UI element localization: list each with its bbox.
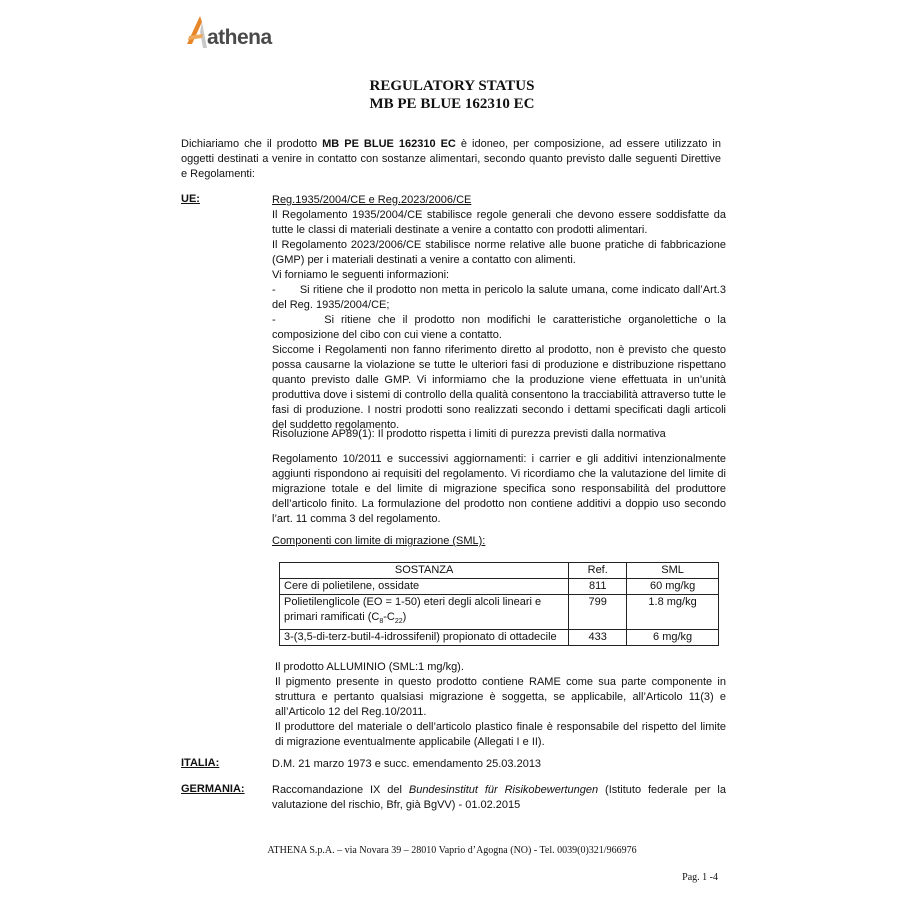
- cell-sml: 60 mg/kg: [627, 579, 719, 595]
- footer-address: ATHENA S.p.A. – via Novara 39 – 28010 Vaprio d’Agogna (NO) - Tel. 0039(0)321/966976: [267, 845, 637, 856]
- cell-ref: 811: [569, 579, 627, 595]
- germania-label: GERMANIA:: [181, 783, 245, 795]
- bullet-2: - Si ritiene che il prodotto non modifichi le caratteristiche organolettiche o la composizione del cibo con cui viene a contatto.: [272, 314, 726, 341]
- ue-paragraph-1: Il Regolamento 1935/2004/CE stabilisce regole generali che devono essere soddisfatte da tutte le classi di materiali destinate a venire a contatto con prodotti alimentari.: [272, 209, 726, 236]
- sml-heading: Componenti con limite di migrazione (SML):: [272, 535, 486, 547]
- table-row: [280, 579, 719, 595]
- logo-text: athena: [207, 26, 272, 49]
- cell-sml: 6 mg/kg: [627, 630, 719, 646]
- company-logo: [183, 12, 283, 58]
- athena-logo-mark-icon: [183, 14, 209, 50]
- after-table-section: [275, 660, 726, 750]
- producer-note: Il produttore del materiale o dell’articolo plastico finale è responsabile del rispetto del limite di migrazione eventualmente applicabile (Allegati I e II).: [275, 721, 726, 748]
- header-sostanza: SOSTANZA: [280, 563, 569, 579]
- copper-note: Il pigmento presente in questo prodotto contiene RAME come sua parte componente in struttura e pertanto qualsiasi migrazione è soggetta, se applicabile, all’Articolo 11(3) e all’Articolo 12 del Reg.10/2011.: [275, 676, 726, 718]
- aluminium-note: Il prodotto ALLUMINIO (SML:1 mg/kg).: [275, 661, 464, 673]
- italia-label: ITALIA:: [181, 757, 220, 769]
- sml-table: [279, 562, 719, 646]
- italia-text: D.M. 21 marzo 1973 e succ. emendamento 25.03.2013: [272, 758, 542, 770]
- ue-label: UE:: [181, 193, 200, 205]
- table-header-row: [280, 563, 719, 579]
- table-row: [280, 595, 719, 630]
- ue-paragraph-4: Siccome i Regolamenti non fanno riferimento diretto al prodotto, non è previsto che questo possa causarne la violazione se tutte le ulteriori fasi di produzione e distribuzione rispettano quanto previsto dalle GMP. Vi informiamo che la produzione viene effettuata in un’unità produttiva dove i sistemi di controllo della qualità consentono la tracciabilità attraverso tutte le fasi di produzione. I nostri prodotti sono realizzati secondo i dettami specificati dagli articoli del suddetto regolamento.: [272, 344, 726, 431]
- ue-section: [272, 193, 726, 433]
- doc-title: REGULATORY STATUS: [369, 78, 535, 94]
- bullet-1: - Si ritiene che il prodotto non metta in pericolo la salute umana, come indicato dall’Art.3 del Reg. 1935/2004/CE;: [272, 284, 726, 311]
- page-number: Pag. 1 -4: [682, 872, 718, 883]
- reg10-paragraph: Regolamento 10/2011 e successivi aggiornamenti: i carrier e gli additivi intenzionalmente aggiunti rispondono ai requisiti del regolamento. Vi ricordiamo che la valutazione del limite di migrazione totale e del limite di migrazione specifica sono responsabilità del produttore dell’articolo finito. La formulazione del prodotto non contiene additivi a doppio uso secondo l’art. 11 comma 3 del regolamento.: [272, 453, 726, 525]
- cell-sostanza: Polietilenglicole (EO = 1-50) eteri degli alcoli lineari e primari ramificati $(C_8-C_{22})$: [280, 595, 569, 630]
- cell-sostanza: Cere di polietilene, ossidate: [280, 579, 569, 595]
- header-ref: Ref.: [569, 563, 627, 579]
- ue-paragraph-3: Vi forniamo le seguenti informazioni:: [272, 269, 450, 281]
- intro-paragraph: Dichiariamo che il prodotto MB PE BLUE 162310 EC è idoneo, per composizione, ad essere utilizzato in oggetti destinati a venire in contatto con sostanze alimentari, secondo quanto previsto dalle seguenti Direttive e Regolamenti:: [181, 138, 721, 180]
- ap89-paragraph: Risoluzione AP89(1): Il prodotto rispetta i limiti di purezza previsti dalla normativa: [272, 428, 666, 440]
- header-sml: SML: [627, 563, 719, 579]
- ue-heading: Reg.1935/2004/CE e Reg.2023/2006/CE: [272, 194, 472, 206]
- cell-sml: 1.8 mg/kg: [627, 595, 719, 630]
- ue-paragraph-2: Il Regolamento 2023/2006/CE stabilisce norme relative alle buone pratiche di fabbricazione (GMP) per i materiali destinati a venire a contatto con alimenti.: [272, 239, 726, 266]
- germania-text: Raccomandazione IX del Bundesinstitut für Risikobewertungen (Istituto federale per la valutazione del rischio, Bfr, già BgVV) - 01.02.2015: [272, 784, 726, 811]
- product-name: MB PE BLUE 162310 EC: [322, 138, 456, 150]
- cell-ref: 433: [569, 630, 627, 646]
- table-row: [280, 630, 719, 646]
- doc-subtitle: MB PE BLUE 162310 EC: [369, 96, 535, 112]
- cell-sostanza: 3-(3,5-di-terz-butil-4-idrossifenil) propionato di ottadecile: [280, 630, 569, 646]
- cell-ref: 799: [569, 595, 627, 630]
